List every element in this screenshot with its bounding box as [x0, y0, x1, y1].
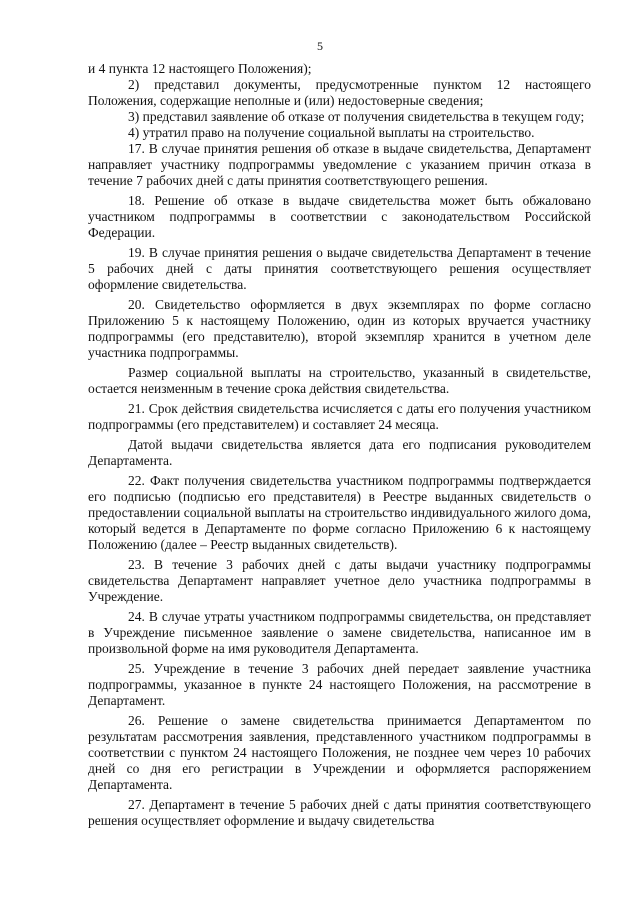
paragraph-27: 27. Департамент в течение 5 рабочих дней с даты принятия соответствующего решения осуществляет оформление и выдачу свидетельства	[88, 797, 591, 828]
paragraph-21-date: Датой выдачи свидетельства является дата его подписания руководителем Департамента.	[88, 437, 591, 468]
paragraph-23: 23. В течение 3 рабочих дней с даты выдачи участнику подпрограммы свидетельства Департамент направляет учетное дело участника подпрограммы в Учреждение.	[88, 557, 591, 604]
paragraph-21: 21. Срок действия свидетельства исчисляется с даты его получения участником подпрограммы (его представителем) и составляет 24 месяца.	[88, 401, 591, 432]
paragraph-continuation: и 4 пункта 12 настоящего Положения);	[88, 61, 312, 76]
paragraph-20: 20. Свидетельство оформляется в двух экземплярах по форме согласно Приложению 5 к настоящему Положению, один из которых вручается участнику подпрограммы (его представителю), второй экземпляр хранится в учетном деле участника подпрограммы.	[88, 297, 591, 360]
document-body	[88, 61, 591, 829]
paragraph-item-4: 4) утратил право на получение социальной выплаты на строительство.	[128, 125, 535, 140]
paragraph-item-3: 3) представил заявление об отказе от получения свидетельства в текущем году;	[128, 109, 585, 124]
paragraph-24: 24. В случае утраты участником подпрограммы свидетельства, он представляет в Учреждение письменное заявление о замене свидетельства, написанное им в произвольной форме на имя руководителя Департамента.	[88, 609, 591, 656]
paragraph-20-size: Размер социальной выплаты на строительство, указанный в свидетельстве, остается неизменным в течение срока действия свидетельства.	[88, 365, 591, 396]
page-number: 5	[317, 39, 323, 53]
paragraph-22: 22. Факт получения свидетельства участником подпрограммы подтверждается его подписью (подписью его представителя) в Реестре выданных свидетельств о предоставлении социальной выплаты на строительство индивидуального жилого дома, который ведется в Департаменте по форме согласно Приложению 6 к настоящему Положению (далее – Реестр выданных свидетельств).	[88, 473, 591, 552]
paragraph-17: 17. В случае принятия решения об отказе в выдаче свидетельства, Департамент направляет участнику подпрограммы уведомление с указанием причин отказа в течение 7 рабочих дней с даты принятия соответствующего решения.	[88, 141, 591, 188]
paragraph-18: 18. Решение об отказе в выдаче свидетельства может быть обжаловано участником подпрограммы в соответствии с законодательством Российской Федерации.	[88, 193, 591, 240]
paragraph-26: 26. Решение о замене свидетельства принимается Департаментом по результатам рассмотрения заявления, представленного участником подпрограммы в соответствии с пунктом 24 настоящего Положения, не позднее чем через 10 рабочих дней со дня его регистрации в Учреждении и оформляется распоряжением Департамента.	[88, 713, 591, 792]
paragraph-19: 19. В случае принятия решения о выдаче свидетельства Департамент в течение 5 рабочих дней с даты принятия соответствующего решения осуществляет оформление свидетельства.	[88, 245, 591, 292]
paragraph-item-2: 2) представил документы, предусмотренные пунктом 12 настоящего Положения, содержащие неполные и (или) недостоверные сведения;	[88, 77, 591, 108]
paragraph-25: 25. Учреждение в течение 3 рабочих дней передает заявление участника подпрограммы, указанное в пункте 24 настоящего Положения, на рассмотрение в Департамент.	[88, 661, 591, 708]
